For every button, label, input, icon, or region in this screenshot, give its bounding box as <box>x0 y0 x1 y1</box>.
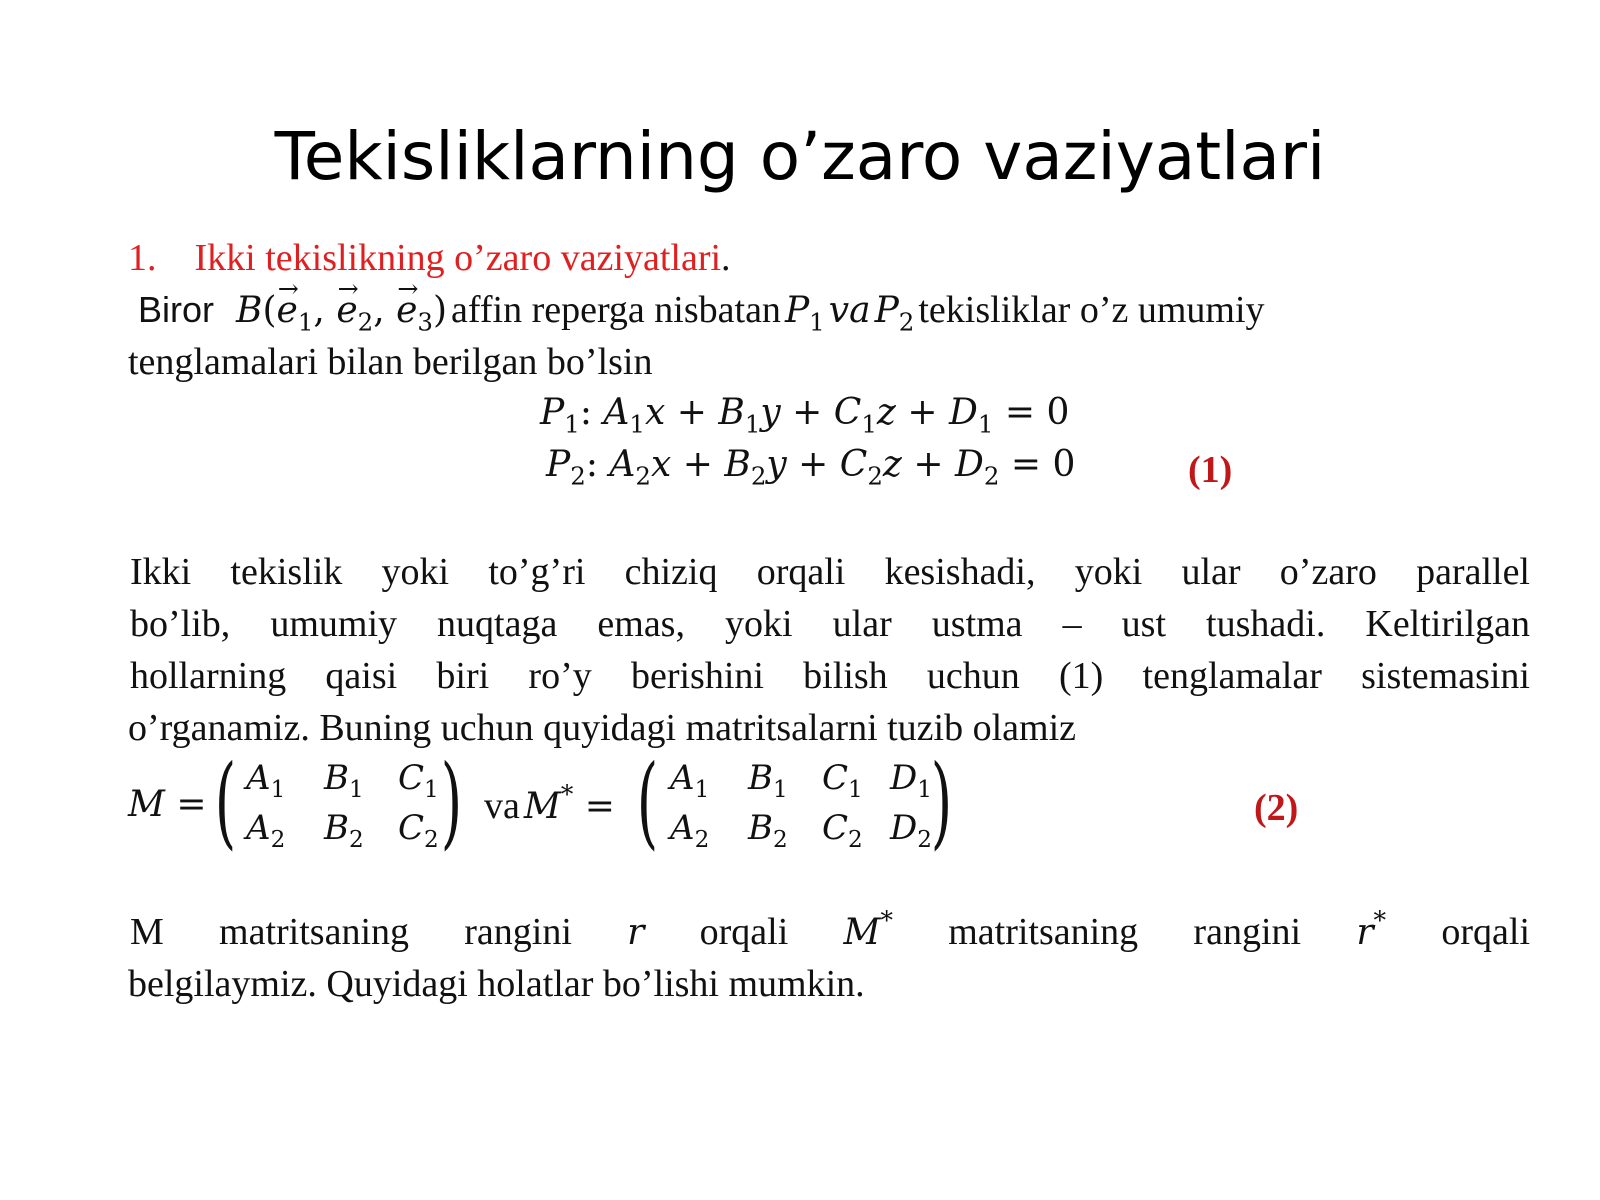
va-word: va <box>828 290 871 331</box>
paragraph-line-2: bo’lib, umumiy nuqtaga emas, yoki ular ustma – ust tushadi. Keltirilgan <box>130 603 1530 645</box>
equation-1: $P_1$: $A_1x + B_1y + C_1z + D_1 = 0$ <box>540 392 1070 439</box>
equation-label-1: (1) <box>1188 449 1233 491</box>
intro-text-1: affin reperga nisbatan <box>451 289 781 331</box>
matrix-mstar-label: va M* = <box>484 779 615 827</box>
section-heading <box>128 236 731 280</box>
basis-vector-3: → e <box>396 290 417 331</box>
paragraph-line-4: o’rganamiz. Buning uchun quyidagi matritsalarni tuzib olamiz <box>128 707 1077 749</box>
plane-p2: $P_2$ <box>874 290 915 337</box>
matrix-m-label: M = <box>128 784 207 825</box>
basis-vector-2: → e <box>336 290 357 331</box>
equation-2: $P_2$: $A_2x + B_2y + C_2z + D_2 = 0$ <box>546 444 1076 491</box>
equation-label-2: (2) <box>1254 787 1299 829</box>
intro-line-2: tenglamalari bilan berilgan bo’lsin <box>128 341 653 383</box>
closing-line-1: M matritsaning rangini r orqali M* matritsaning rangini r* orqali <box>130 905 1531 953</box>
matrix-mstar-ref: M* <box>843 905 893 953</box>
section-number: 1. <box>128 237 157 279</box>
intro-line-1 <box>138 288 1265 337</box>
section-period: . <box>721 237 731 279</box>
slide-title: Tekisliklarning o’zaro vaziyatlari <box>274 118 1326 195</box>
matrix-m-right-paren: ) <box>440 743 463 860</box>
matrix-m-left-paren: ( <box>214 743 237 860</box>
intro-lead: Biror <box>138 289 215 330</box>
closing-line-2: belgilaymiz. Quyidagi holatlar bo’lishi mumkin. <box>128 963 865 1005</box>
paragraph-line-1: Ikki tekislik yoki to’g’ri chiziq orqali kesishadi, yoki ular o’zaro parallel <box>130 551 1530 593</box>
rank-r: r <box>627 912 645 953</box>
basis-letter: B <box>236 290 263 331</box>
matrix-mstar-left-paren: ( <box>636 743 659 860</box>
matrix-mstar-right-paren: ) <box>930 743 953 860</box>
basis-vector-1: → e <box>277 290 298 331</box>
paragraph-line-3: hollarning qaisi biri ro’y berishini bilish uchun (1) tenglamalar sistemasini <box>130 655 1530 697</box>
basis-expression: $B(\to e_1$, → $e_2$, → $e_3$) <box>236 290 447 331</box>
plane-p1: $P_1$ <box>784 290 825 337</box>
intro-text-2: tekisliklar o’z umumiy <box>918 289 1265 331</box>
rank-r-star: r* <box>1356 905 1387 953</box>
section-heading-text: Ikki tekislikning o’zaro vaziyatlari <box>194 237 722 279</box>
